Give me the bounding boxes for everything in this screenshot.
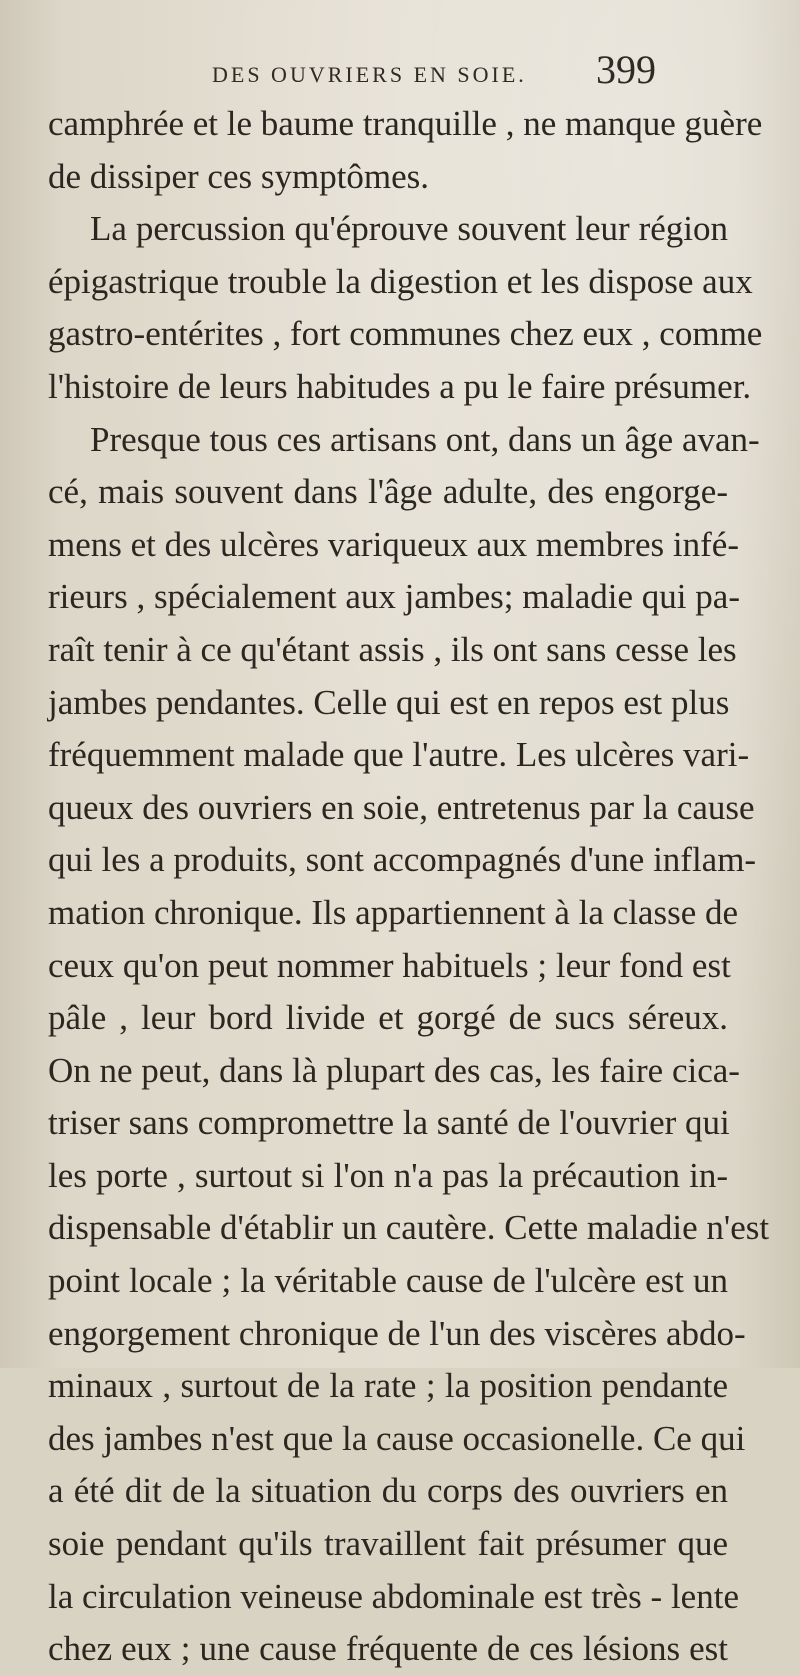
text-line: camphrée et le baume tranquille , ne manque guère — [48, 104, 763, 143]
page-header — [0, 40, 800, 100]
text-line: mens et des ulcères variqueux aux membres infé- — [48, 524, 739, 564]
text-line: rieurs , spécialement aux jambes; maladie qui pa- — [48, 577, 740, 617]
text-line: les porte , surtout si l'on n'a pas la précaution in- — [48, 1155, 728, 1195]
text-line: minaux , surtout de la rate ; la position pendante — [48, 1366, 728, 1406]
text-line: fréquemment malade que l'autre. Les ulcères vari- — [48, 735, 750, 775]
text-line: pâle , leur bord livide et gorgé de sucs séreux. — [48, 998, 728, 1038]
running-head: DES OUVRIERS EN SOIE. — [212, 62, 527, 87]
text-line: ceux qu'on peut nommer habituels ; leur fond est — [48, 945, 731, 985]
body-text — [48, 98, 770, 1676]
text-line: cé, mais souvent dans l'âge adulte, des engorge- — [48, 472, 728, 512]
paragraph-start-line: Presque tous ces artisans ont, dans un âge avan- — [90, 419, 760, 459]
text-line: la circulation veineuse abdominale est très - lente — [48, 1576, 739, 1616]
text-line: soie pendant qu'ils travaillent fait présumer que — [48, 1524, 728, 1564]
text-line: dispensable d'établir un cautère. Cette maladie n'est — [48, 1208, 770, 1248]
text-line: l'histoire de leurs habitudes a pu le faire présumer. — [48, 366, 752, 406]
text-line: On ne peut, dans là plupart des cas, les faire cica- — [48, 1050, 740, 1090]
text-line: point locale ; la véritable cause de l'ulcère est un — [48, 1261, 728, 1301]
text-line: épigastrique trouble la digestion et les dispose aux — [48, 261, 753, 301]
text-line: des jambes n'est que la cause occasionelle. Ce qui — [48, 1418, 746, 1458]
text-line: gastro-entérites , fort communes chez eux , comme — [48, 314, 763, 354]
paragraph-start-line: La percussion qu'éprouve souvent leur région — [90, 209, 728, 249]
text-line: queux des ouvriers en soie, entretenus par la cause — [48, 787, 755, 827]
page-number: 399 — [596, 47, 656, 92]
text-line: a été dit de la situation du corps des ouvriers en — [48, 1471, 728, 1511]
text-line: jambes pendantes. Celle qui est en repos est plus — [48, 682, 730, 722]
text-line: engorgement chronique de l'un des viscères abdo- — [48, 1313, 746, 1353]
text-line: raît tenir à ce qu'étant assis , ils ont sans cesse les — [48, 629, 737, 669]
text-line: de dissiper ces symptômes. — [48, 156, 430, 196]
text-line: triser sans compromettre la santé de l'ouvrier qui — [48, 1103, 730, 1143]
text-line: chez eux ; une cause fréquente de ces lésions est — [48, 1629, 728, 1669]
text-line: qui les a produits, sont accompagnés d'une inflam- — [48, 840, 757, 880]
text-line: mation chronique. Ils appartiennent à la classe de — [48, 892, 739, 932]
